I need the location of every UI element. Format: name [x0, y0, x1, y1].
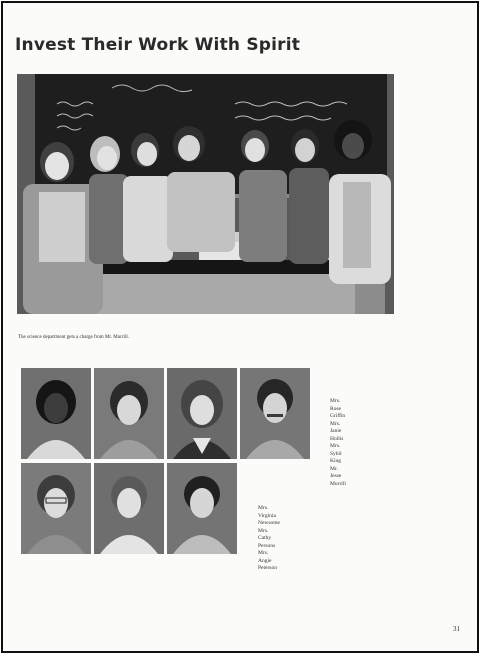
portrait-photo [21, 368, 91, 459]
page-number: 31 [453, 625, 460, 633]
teacher-name: Mrs. Angie Peterson [258, 550, 277, 571]
teacher-name: Mrs. Virginia Newsome [258, 505, 280, 526]
portrait-photo [94, 463, 164, 554]
page-title: Invest Their Work With Spirit [15, 35, 301, 55]
portrait-photo [240, 368, 310, 459]
portrait-photo [167, 463, 237, 554]
portrait-photo [94, 368, 164, 459]
portrait-names-row-1 [330, 398, 346, 488]
teacher-name: Mrs. Janie Hollis [330, 420, 344, 442]
yearbook-page [1, 1, 479, 653]
teacher-name: Mrs. Sybil King [330, 443, 342, 464]
teacher-name: Mrs. Cathy Persons [258, 527, 276, 549]
portrait-photo [167, 368, 237, 459]
portrait-photo [21, 463, 91, 554]
group-photo-image [17, 74, 394, 314]
teacher-name: Mrs. Rose Griffin [330, 398, 346, 419]
teacher-name: Mr. Jesse Murrill [330, 465, 346, 487]
group-photo [17, 74, 394, 314]
group-photo-caption: The science department gets a charge from Mr. Murrill. [18, 335, 129, 340]
portrait-names-row-2 [258, 505, 280, 573]
